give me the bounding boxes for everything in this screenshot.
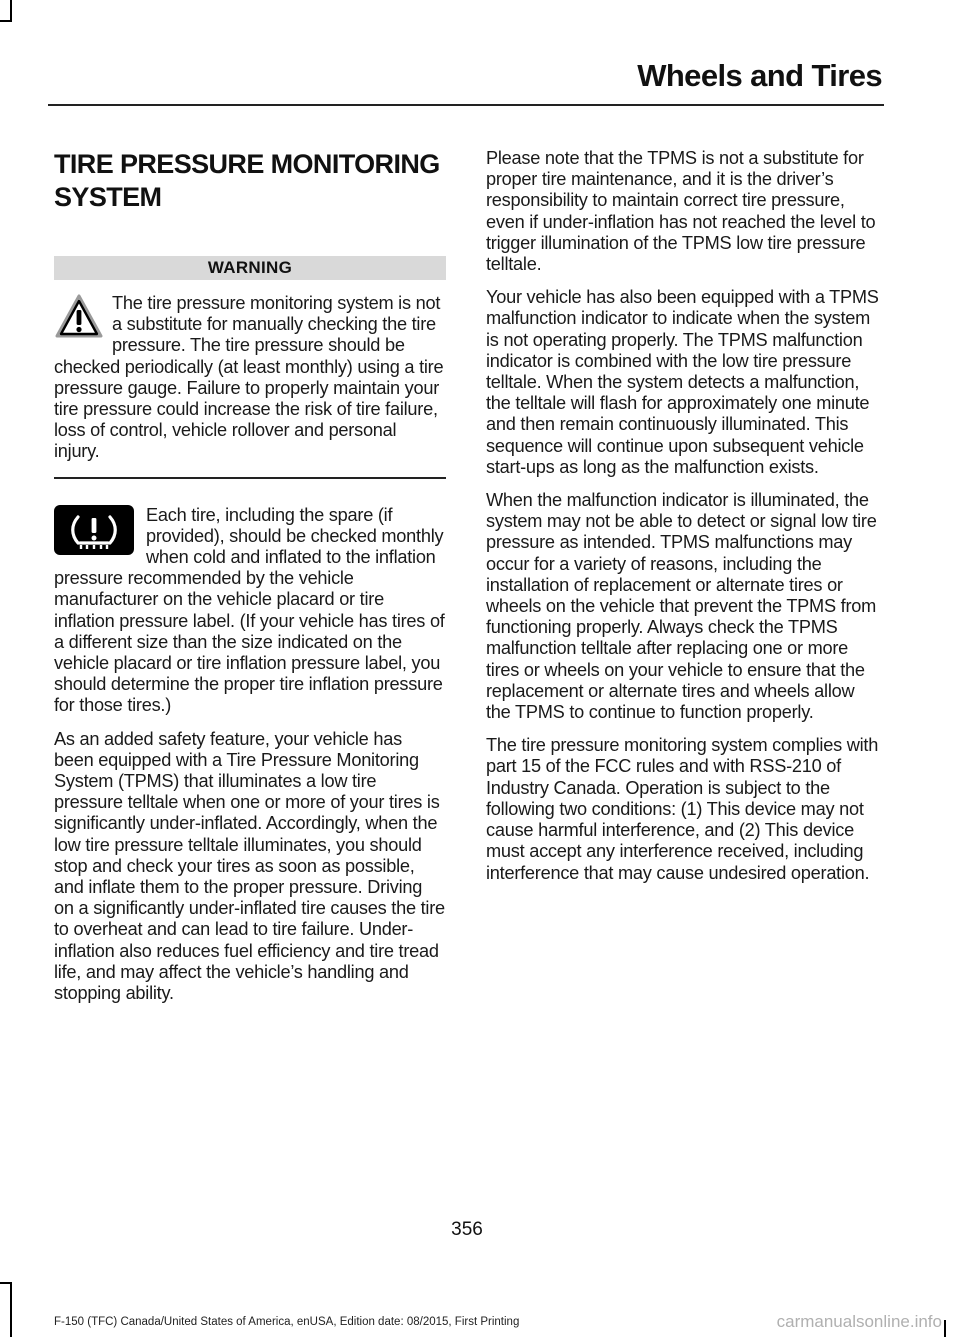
tpms-telltale-icon — [54, 505, 134, 555]
warning-triangle-icon — [54, 293, 104, 341]
left-paragraph-2: As an added safety feature, your vehicle has been equipped with a Tire Pressure Monitoring System (TPMS) that illuminates a low tire pressure telltale when one or more of your tires is significantly under-inflated. Accordingly, when the low tire pressure telltale illuminates, you should stop and check your tires as soon as possible, and inflate them to the proper pressure. Driving on a significantly under-inflated tire causes the tire to overheat and can lead to tire failure. Under-inflation also reduces fuel efficiency and tire tread life, and may affect the vehicle’s handling and stopping ability. — [54, 728, 445, 1004]
right-paragraph-3: When the malfunction indicator is illuminated, the system may not be able to detect or signal low tire pressure as intended. TPMS malfunctions may occur for a variety of reasons, including the installation of replacement or alternate tires or wheels on the vehicle that prevent the TPMS from functioning properly. Always check the TPMS malfunction telltale after replacing one or more tires or wheels on your vehicle to ensure that the replacement or alternate tires and wheels allow the TPMS to continue to function properly. — [486, 490, 877, 723]
header-rule — [48, 104, 884, 106]
section-title: TIRE PRESSURE MONITORING SYSTEM — [54, 149, 440, 212]
crop-mark-top-left-h — [0, 20, 12, 22]
left-paragraph-1: Each tire, including the spare (if provided), should be checked monthly when cold and inflated to the inflation pressure recommended by the vehicle manufacturer on the vehicle placard or tire inflation pressure label. (If your vehicle has tires of a different size than the size indicated on the vehicle placard or tire inflation pressure label, you should determine the proper tire inflation pressure for those tires.) — [54, 504, 445, 716]
document-info: F-150 (TFC) Canada/United States of America, enUSA, Edition date: 08/2015, First Printing — [54, 1316, 520, 1328]
warning-block — [54, 293, 446, 463]
right-paragraph-2: Your vehicle has also been equipped with a TPMS malfunction indicator to indicate when the system is not operating properly. The TPMS malfunction indicator is combined with the low tire pressure telltale. When the system detects a malfunction, the telltale will flash for approximately one minute and then remain continuously illuminated. This sequence will continue upon subsequent vehicle start-ups as long as the malfunction exists. — [486, 287, 879, 477]
tpms-block — [54, 505, 446, 717]
crop-mark-bottom-left — [10, 1282, 12, 1337]
right-paragraph-4: The tire pressure monitoring system complies with part 15 of the FCC rules and with RSS-210 of Industry Canada. Operation is subject to the following two conditions: (1) This device may not cause harmful interference, and (2) This device must accept any interference received, including interference that may cause undesired operation. — [486, 735, 879, 883]
warning-label: WARNING — [54, 256, 446, 280]
warning-text: The tire pressure monitoring system is not a substitute for manually checking the tire pressure. The tire pressure should be checked periodically (at least monthly) using a tire pressure gauge. Failure to properly maintain your tire pressure could increase the risk of tire failure, loss of control, vehicle rollover and personal injury. — [54, 293, 444, 462]
warning-rule — [54, 477, 446, 479]
crop-mark-top-left — [10, 0, 12, 22]
left-column — [54, 148, 446, 1004]
crop-mark-bottom-left-h — [0, 1282, 12, 1284]
right-column — [486, 148, 880, 884]
crop-mark-bottom-right — [944, 1320, 946, 1337]
page-number: 356 — [451, 1219, 483, 1240]
right-paragraph-1: Please note that the TPMS is not a substitute for proper tire maintenance, and it is the driver’s responsibility to maintain correct tire pressure, even if under-inflation has not reached the level to trigger illumination of the TPMS low tire pressure telltale. — [486, 148, 876, 275]
page-header-title: Wheels and Tires — [637, 58, 882, 93]
watermark: carmanualsonline.info — [776, 1312, 942, 1331]
